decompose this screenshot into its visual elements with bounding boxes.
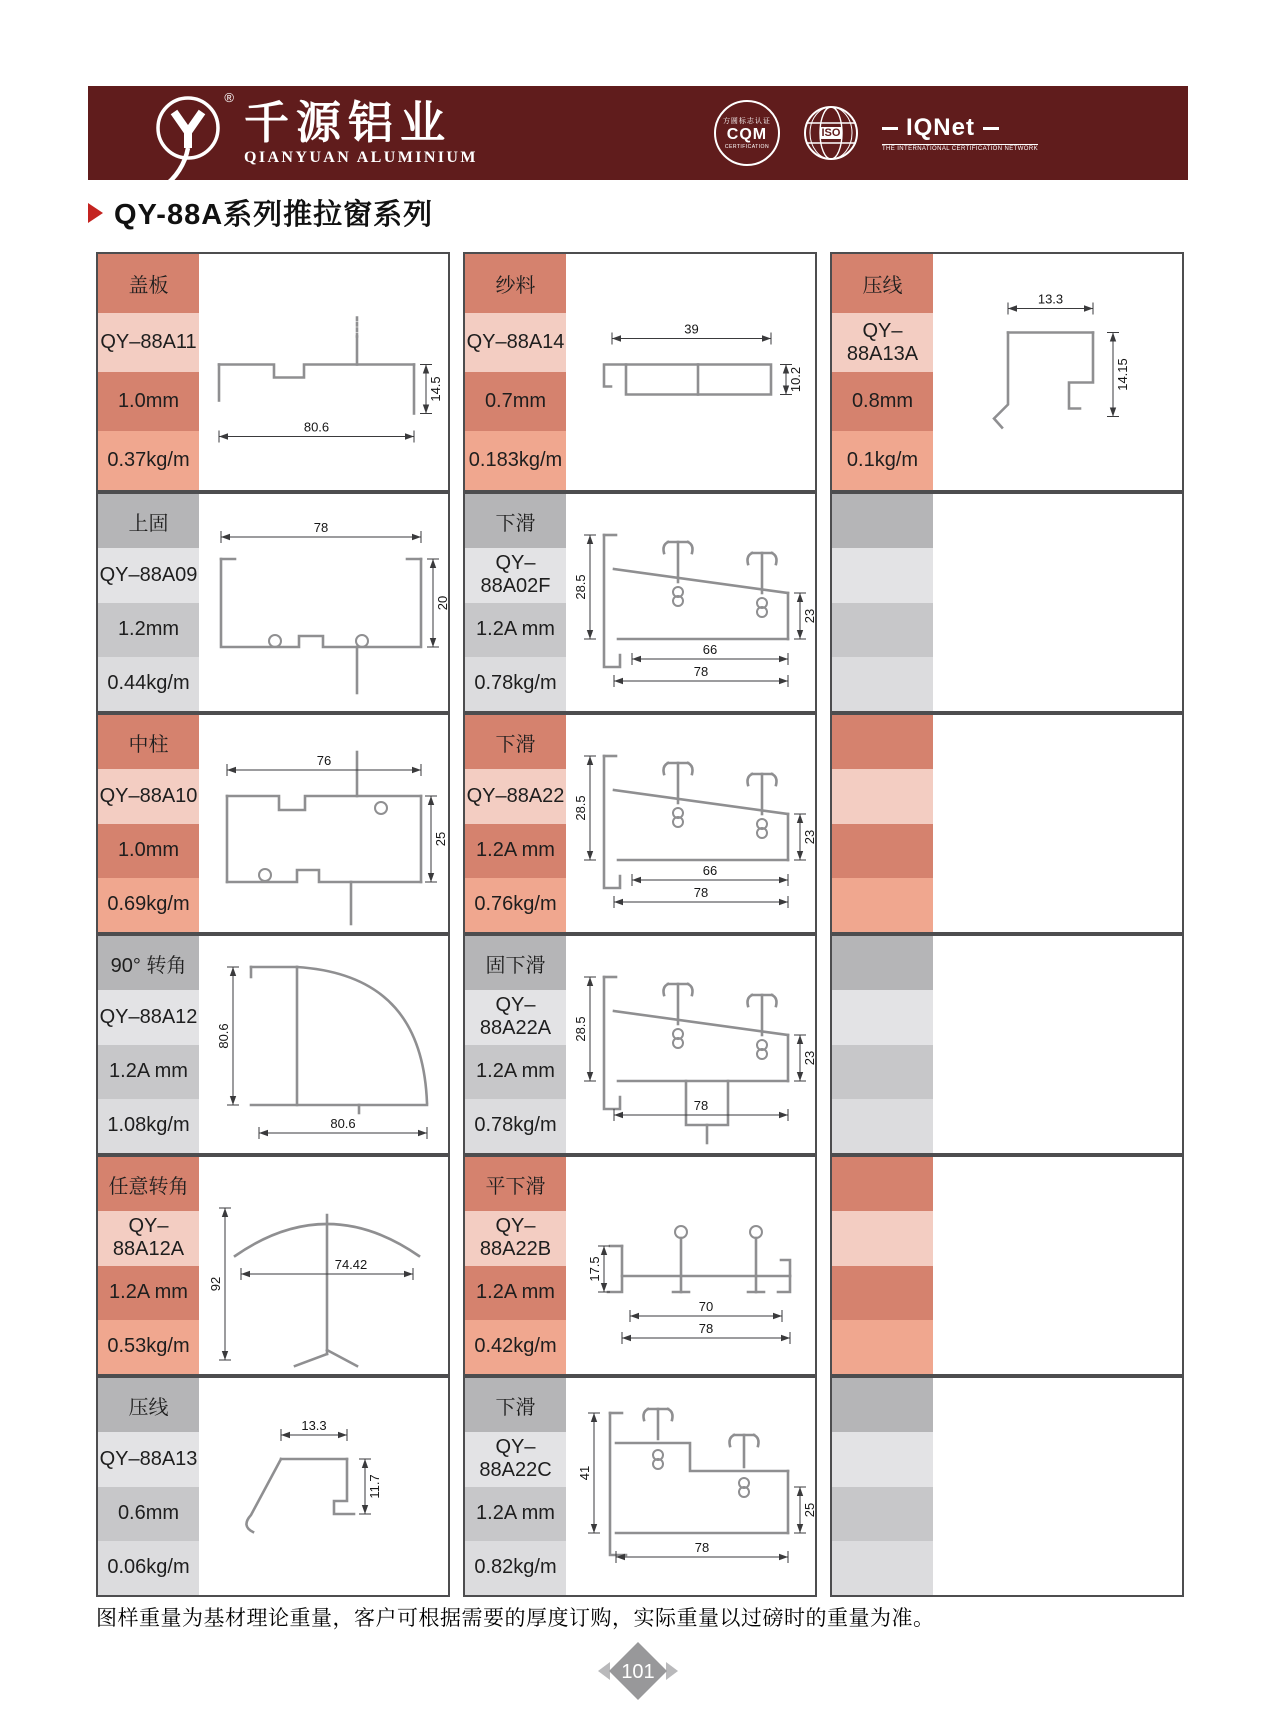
- profile-weight: 0.42kg/m: [465, 1320, 566, 1374]
- cqm-sub-label: CERTIFICATION: [724, 144, 770, 150]
- brand-name-en: QIANYUAN ALUMINIUM: [244, 149, 478, 167]
- profile-name: 压线: [832, 254, 933, 313]
- svg-text:92: 92: [208, 1276, 223, 1292]
- profile-labels: [465, 715, 566, 932]
- profile-labels: [465, 254, 566, 490]
- profile-name: [832, 936, 933, 990]
- profile-thickness: 0.8mm: [832, 372, 933, 431]
- profile-model: [832, 548, 933, 602]
- profile-labels: [832, 1157, 933, 1374]
- profile-cell: [96, 934, 450, 1155]
- profile-labels: [98, 494, 199, 711]
- profile-thickness: [832, 824, 933, 878]
- profile-drawing: [933, 494, 1182, 711]
- cqm-label: CQM: [726, 126, 768, 144]
- profile-drawing: [566, 1157, 815, 1374]
- profile-model: [832, 1211, 933, 1265]
- svg-text:14.5: 14.5: [428, 376, 443, 402]
- profile-thickness: 1.2A mm: [465, 1266, 566, 1320]
- svg-text:20: 20: [435, 595, 450, 611]
- profile-weight: [832, 1541, 933, 1595]
- profile-model: [832, 990, 933, 1044]
- profile-drawing: [933, 715, 1182, 932]
- profile-drawing: [933, 254, 1182, 490]
- profile-name: [832, 1157, 933, 1211]
- profile-thickness: 1.2A mm: [98, 1266, 199, 1320]
- profile-cell: [830, 1155, 1184, 1376]
- iqnet-dash-left: [882, 127, 898, 130]
- profile-cell: [96, 1376, 450, 1597]
- profile-thickness: 1.2A mm: [465, 824, 566, 878]
- profile-cell: [463, 713, 817, 934]
- profile-drawing: [933, 1157, 1182, 1374]
- profile-model: QY–88A22: [465, 769, 566, 823]
- iqnet-label: IQNet: [905, 114, 975, 141]
- profile-drawing: [566, 254, 815, 490]
- profile-thickness: 1.2mm: [98, 603, 199, 657]
- profile-thickness: [832, 1266, 933, 1320]
- svg-text:66: 66: [702, 642, 718, 657]
- profile-name: 下滑: [465, 715, 566, 769]
- profile-model: QY–88A22B: [465, 1211, 566, 1265]
- profile-name: [832, 715, 933, 769]
- profile-name: 压线: [98, 1378, 199, 1432]
- brand-logo: [136, 86, 240, 180]
- svg-text:17.5: 17.5: [587, 1256, 602, 1282]
- profile-weight: 0.82kg/m: [465, 1541, 566, 1595]
- profile-weight: 0.44kg/m: [98, 657, 199, 711]
- profile-thickness: [832, 603, 933, 657]
- brand-name-cn: 千源铝业: [244, 96, 453, 148]
- profile-drawing: [566, 715, 815, 932]
- svg-text:14.15: 14.15: [1115, 358, 1130, 391]
- profile-weight: 0.53kg/m: [98, 1320, 199, 1374]
- profile-weight: 0.1kg/m: [832, 431, 933, 490]
- profile-model: QY–88A12A: [98, 1211, 199, 1265]
- svg-text:23: 23: [802, 608, 817, 624]
- profile-drawing: [933, 1378, 1182, 1595]
- profile-thickness: [832, 1487, 933, 1541]
- profile-name: 固下滑: [465, 936, 566, 990]
- svg-text:25: 25: [433, 831, 448, 847]
- profile-weight: 0.06kg/m: [98, 1541, 199, 1595]
- profile-model: QY–88A12: [98, 990, 199, 1044]
- profile-labels: [465, 1378, 566, 1595]
- profile-weight: 0.78kg/m: [465, 1099, 566, 1153]
- profile-labels: [832, 254, 933, 490]
- iqnet-sub-label: THE INTERNATIONAL CERTIFICATION NETWORK: [881, 146, 1038, 152]
- profile-cell: [830, 252, 1184, 492]
- svg-text:78: 78: [693, 664, 709, 679]
- profile-cell: [830, 1376, 1184, 1597]
- profile-model: QY–88A22C: [465, 1432, 566, 1486]
- svg-text:80.6: 80.6: [330, 1116, 356, 1131]
- svg-text:13.3: 13.3: [1037, 291, 1064, 307]
- profile-thickness: 1.0mm: [98, 372, 199, 431]
- svg-text:39: 39: [684, 321, 699, 337]
- svg-text:74.42: 74.42: [334, 1257, 368, 1272]
- page-number-diamond: [0, 1640, 1276, 1702]
- svg-text:11.7: 11.7: [367, 1474, 382, 1499]
- svg-text:25: 25: [802, 1502, 817, 1518]
- profile-model: QY–88A13: [98, 1432, 199, 1486]
- svg-text:41: 41: [577, 1465, 592, 1481]
- profile-name: 任意转角: [98, 1157, 199, 1211]
- svg-text:66: 66: [702, 863, 718, 878]
- svg-text:78: 78: [694, 1540, 710, 1555]
- iqnet-dash-right: [983, 127, 999, 130]
- profile-drawing: [566, 1378, 815, 1595]
- profile-labels: [98, 1378, 199, 1595]
- profile-drawing: [199, 715, 448, 932]
- profile-name: 上固: [98, 494, 199, 548]
- cqm-arc-text: 方圆标志认证: [722, 118, 771, 126]
- profile-cell: [830, 492, 1184, 713]
- svg-text:80.6: 80.6: [216, 1023, 231, 1049]
- title-arrow-icon: [88, 203, 103, 223]
- svg-text:28.5: 28.5: [573, 574, 588, 600]
- brand-text: [244, 96, 478, 167]
- cert-badges: [714, 100, 1038, 166]
- profile-labels: [465, 1157, 566, 1374]
- profile-labels: [98, 254, 199, 490]
- profile-name: 纱料: [465, 254, 566, 313]
- svg-text:76: 76: [316, 753, 332, 768]
- profile-thickness: 1.2A mm: [465, 1487, 566, 1541]
- profile-model: [832, 769, 933, 823]
- profile-name: [832, 494, 933, 548]
- profile-cell: [96, 713, 450, 934]
- page-title: QY-88A系列推拉窗系列: [114, 199, 434, 231]
- profile-labels: [98, 936, 199, 1153]
- profile-weight: 0.76kg/m: [465, 878, 566, 932]
- profile-weight: [832, 657, 933, 711]
- profile-model: QY–88A13A: [832, 313, 933, 372]
- profile-thickness: 1.0mm: [98, 824, 199, 878]
- profile-cell: [463, 934, 817, 1155]
- profile-labels: [832, 715, 933, 932]
- profile-cell: [96, 252, 450, 492]
- profile-thickness: 0.7mm: [465, 372, 566, 431]
- profile-labels: [98, 715, 199, 932]
- footer-note: 图样重量为基材理论重量，客户可根据需要的厚度订购，实际重量以过磅时的重量为准。: [96, 1607, 935, 1630]
- svg-text:23: 23: [802, 829, 817, 845]
- profile-weight: 0.37kg/m: [98, 431, 199, 490]
- profile-model: QY–88A11: [98, 313, 199, 372]
- profile-table: [96, 252, 1184, 1597]
- profile-weight: [832, 1320, 933, 1374]
- svg-text:78: 78: [693, 1098, 709, 1113]
- profile-labels: [98, 1157, 199, 1374]
- profile-model: QY–88A02F: [465, 548, 566, 602]
- iqnet-logo: [882, 114, 1038, 152]
- profile-name: 下滑: [465, 1378, 566, 1432]
- profile-drawing: [933, 936, 1182, 1153]
- profile-thickness: 1.2A mm: [465, 1045, 566, 1099]
- profile-name: 平下滑: [465, 1157, 566, 1211]
- profile-cell: [96, 1155, 450, 1376]
- profile-model: [832, 1432, 933, 1486]
- iso-badge: [802, 104, 860, 162]
- svg-text:10.2: 10.2: [788, 366, 803, 393]
- profile-weight: 0.78kg/m: [465, 657, 566, 711]
- profile-cell: [463, 252, 817, 492]
- profile-thickness: 0.6mm: [98, 1487, 199, 1541]
- profile-drawing: [199, 254, 448, 490]
- svg-text:78: 78: [313, 520, 329, 535]
- profile-labels: [832, 1378, 933, 1595]
- profile-cell: [96, 492, 450, 713]
- profile-drawing: [199, 1378, 448, 1595]
- profile-cell: [830, 713, 1184, 934]
- profile-name: 盖板: [98, 254, 199, 313]
- profile-cell: [463, 492, 817, 713]
- profile-cell: [463, 1376, 817, 1597]
- svg-text:78: 78: [698, 1321, 714, 1336]
- svg-text:28.5: 28.5: [573, 795, 588, 821]
- profile-thickness: 1.2A mm: [465, 603, 566, 657]
- section-title: [88, 192, 433, 233]
- profile-model: QY–88A09: [98, 548, 199, 602]
- cqm-badge: [714, 100, 780, 166]
- profile-model: QY–88A14: [465, 313, 566, 372]
- profile-weight: 0.183kg/m: [465, 431, 566, 490]
- profile-name: 90° 转角: [98, 936, 199, 990]
- profile-name: 中柱: [98, 715, 199, 769]
- header-banner: [88, 86, 1188, 180]
- profile-model: QY–88A22A: [465, 990, 566, 1044]
- page-number: 101: [621, 1661, 655, 1683]
- profile-cell: [830, 934, 1184, 1155]
- profile-drawing: [199, 936, 448, 1153]
- profile-drawing: [199, 1157, 448, 1374]
- svg-text:80.6: 80.6: [303, 419, 330, 435]
- profile-weight: [832, 878, 933, 932]
- profile-model: QY–88A10: [98, 769, 199, 823]
- profile-drawing: [199, 494, 448, 711]
- profile-labels: [832, 936, 933, 1153]
- registered-mark: ®: [224, 90, 234, 105]
- profile-name: 下滑: [465, 494, 566, 548]
- profile-drawing: [566, 494, 815, 711]
- iso-label: ISO: [821, 127, 841, 139]
- profile-thickness: [832, 1045, 933, 1099]
- svg-text:70: 70: [698, 1299, 714, 1314]
- profile-name: [832, 1378, 933, 1432]
- profile-weight: 1.08kg/m: [98, 1099, 199, 1153]
- svg-text:28.5: 28.5: [573, 1016, 588, 1042]
- profile-weight: 0.69kg/m: [98, 878, 199, 932]
- svg-text:23: 23: [802, 1050, 817, 1066]
- profile-weight: [832, 1099, 933, 1153]
- profile-drawing: [566, 936, 815, 1153]
- profile-labels: [832, 494, 933, 711]
- profile-labels: [465, 936, 566, 1153]
- profile-labels: [465, 494, 566, 711]
- profile-thickness: 1.2A mm: [98, 1045, 199, 1099]
- svg-text:78: 78: [693, 885, 709, 900]
- profile-cell: [463, 1155, 817, 1376]
- svg-text:13.3: 13.3: [301, 1418, 327, 1433]
